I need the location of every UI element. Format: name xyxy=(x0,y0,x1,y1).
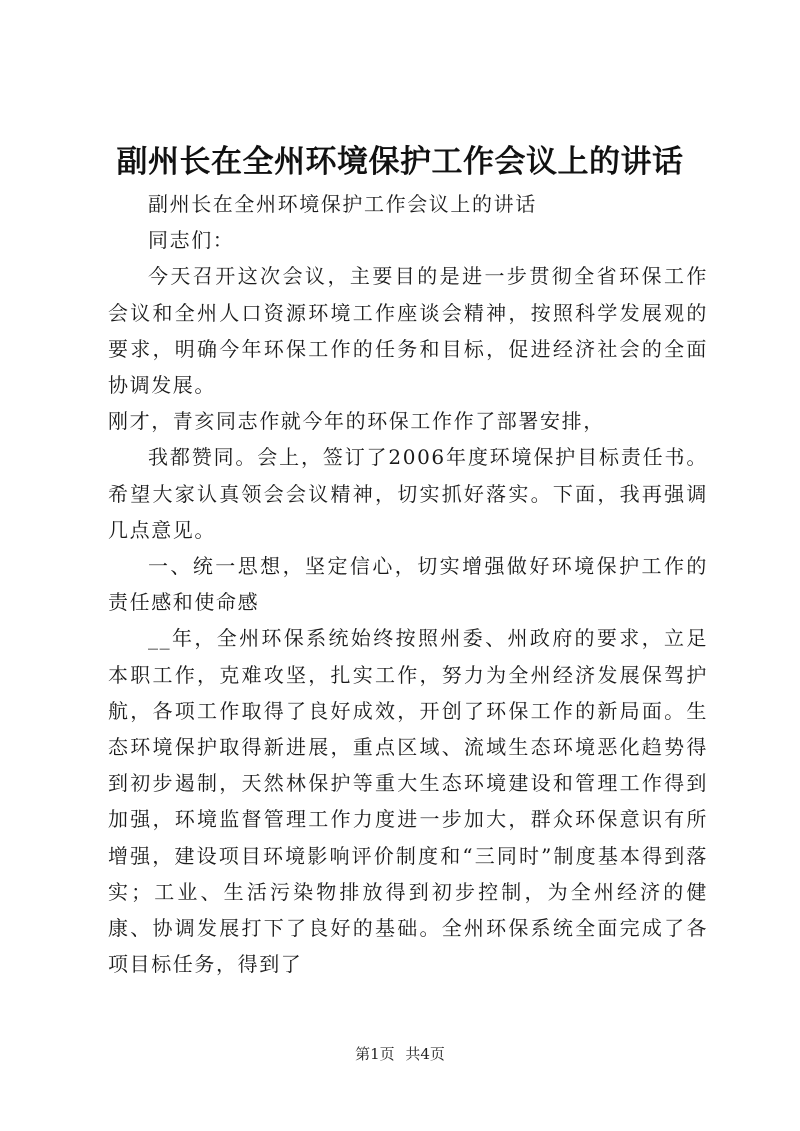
salutation-paragraph: 同志们： xyxy=(148,228,235,253)
page-total: 共4页 xyxy=(405,1045,445,1063)
page-footer xyxy=(0,1044,800,1064)
document-title: 副州长在全州环境保护工作会议上的讲话 xyxy=(116,144,684,180)
document-body xyxy=(108,186,708,982)
body-paragraph: 我都赞同。会上，签订了2006年度环境保护目标责任书。希望大家认真领会会议精神，切实抓好落实。下面，我再强调几点意见。 xyxy=(108,445,708,542)
body-paragraph: 刚才，青亥同志作就今年的环保工作作了部署安排， xyxy=(108,409,605,434)
body-paragraph: __年，全州环保系统始终按照州委、州政府的要求，立足本职工作，克难攻坚，扎实工作，努力为全州经济发展保驾护航，各项工作取得了良好成效，开创了环保工作的新局面。生态环境保护取得新进展，重点区域、流域生态环境恶化趋势得到初步遏制，天然林保护等重大生态环境建设和管理工作得到加强，环境监督管理工作力度进一步加大，群众环保意识有所增强，建设项目环境影响评价制度和“三同时”制度基本得到落实；工业、生活污染物排放得到初步控制，为全州经济的健康、协调发展打下了良好的基础。全州环保系统全面完成了各项目标任务，得到了 xyxy=(108,626,708,977)
subtitle-paragraph: 副州长在全州环境保护工作会议上的讲话 xyxy=(148,192,537,216)
section-heading: 一、统一思想，坚定信心，切实增强做好环境保护工作的责任感和使命感 xyxy=(108,554,708,615)
page-number: 第1页 xyxy=(355,1045,395,1063)
body-paragraph: 今天召开这次会议，主要目的是进一步贯彻全省环保工作会议和全州人口资源环境工作座谈会精神，按照科学发展观的要求，明确今年环保工作的任务和目标，促进经济社会的全面协调发展。 xyxy=(108,264,708,398)
